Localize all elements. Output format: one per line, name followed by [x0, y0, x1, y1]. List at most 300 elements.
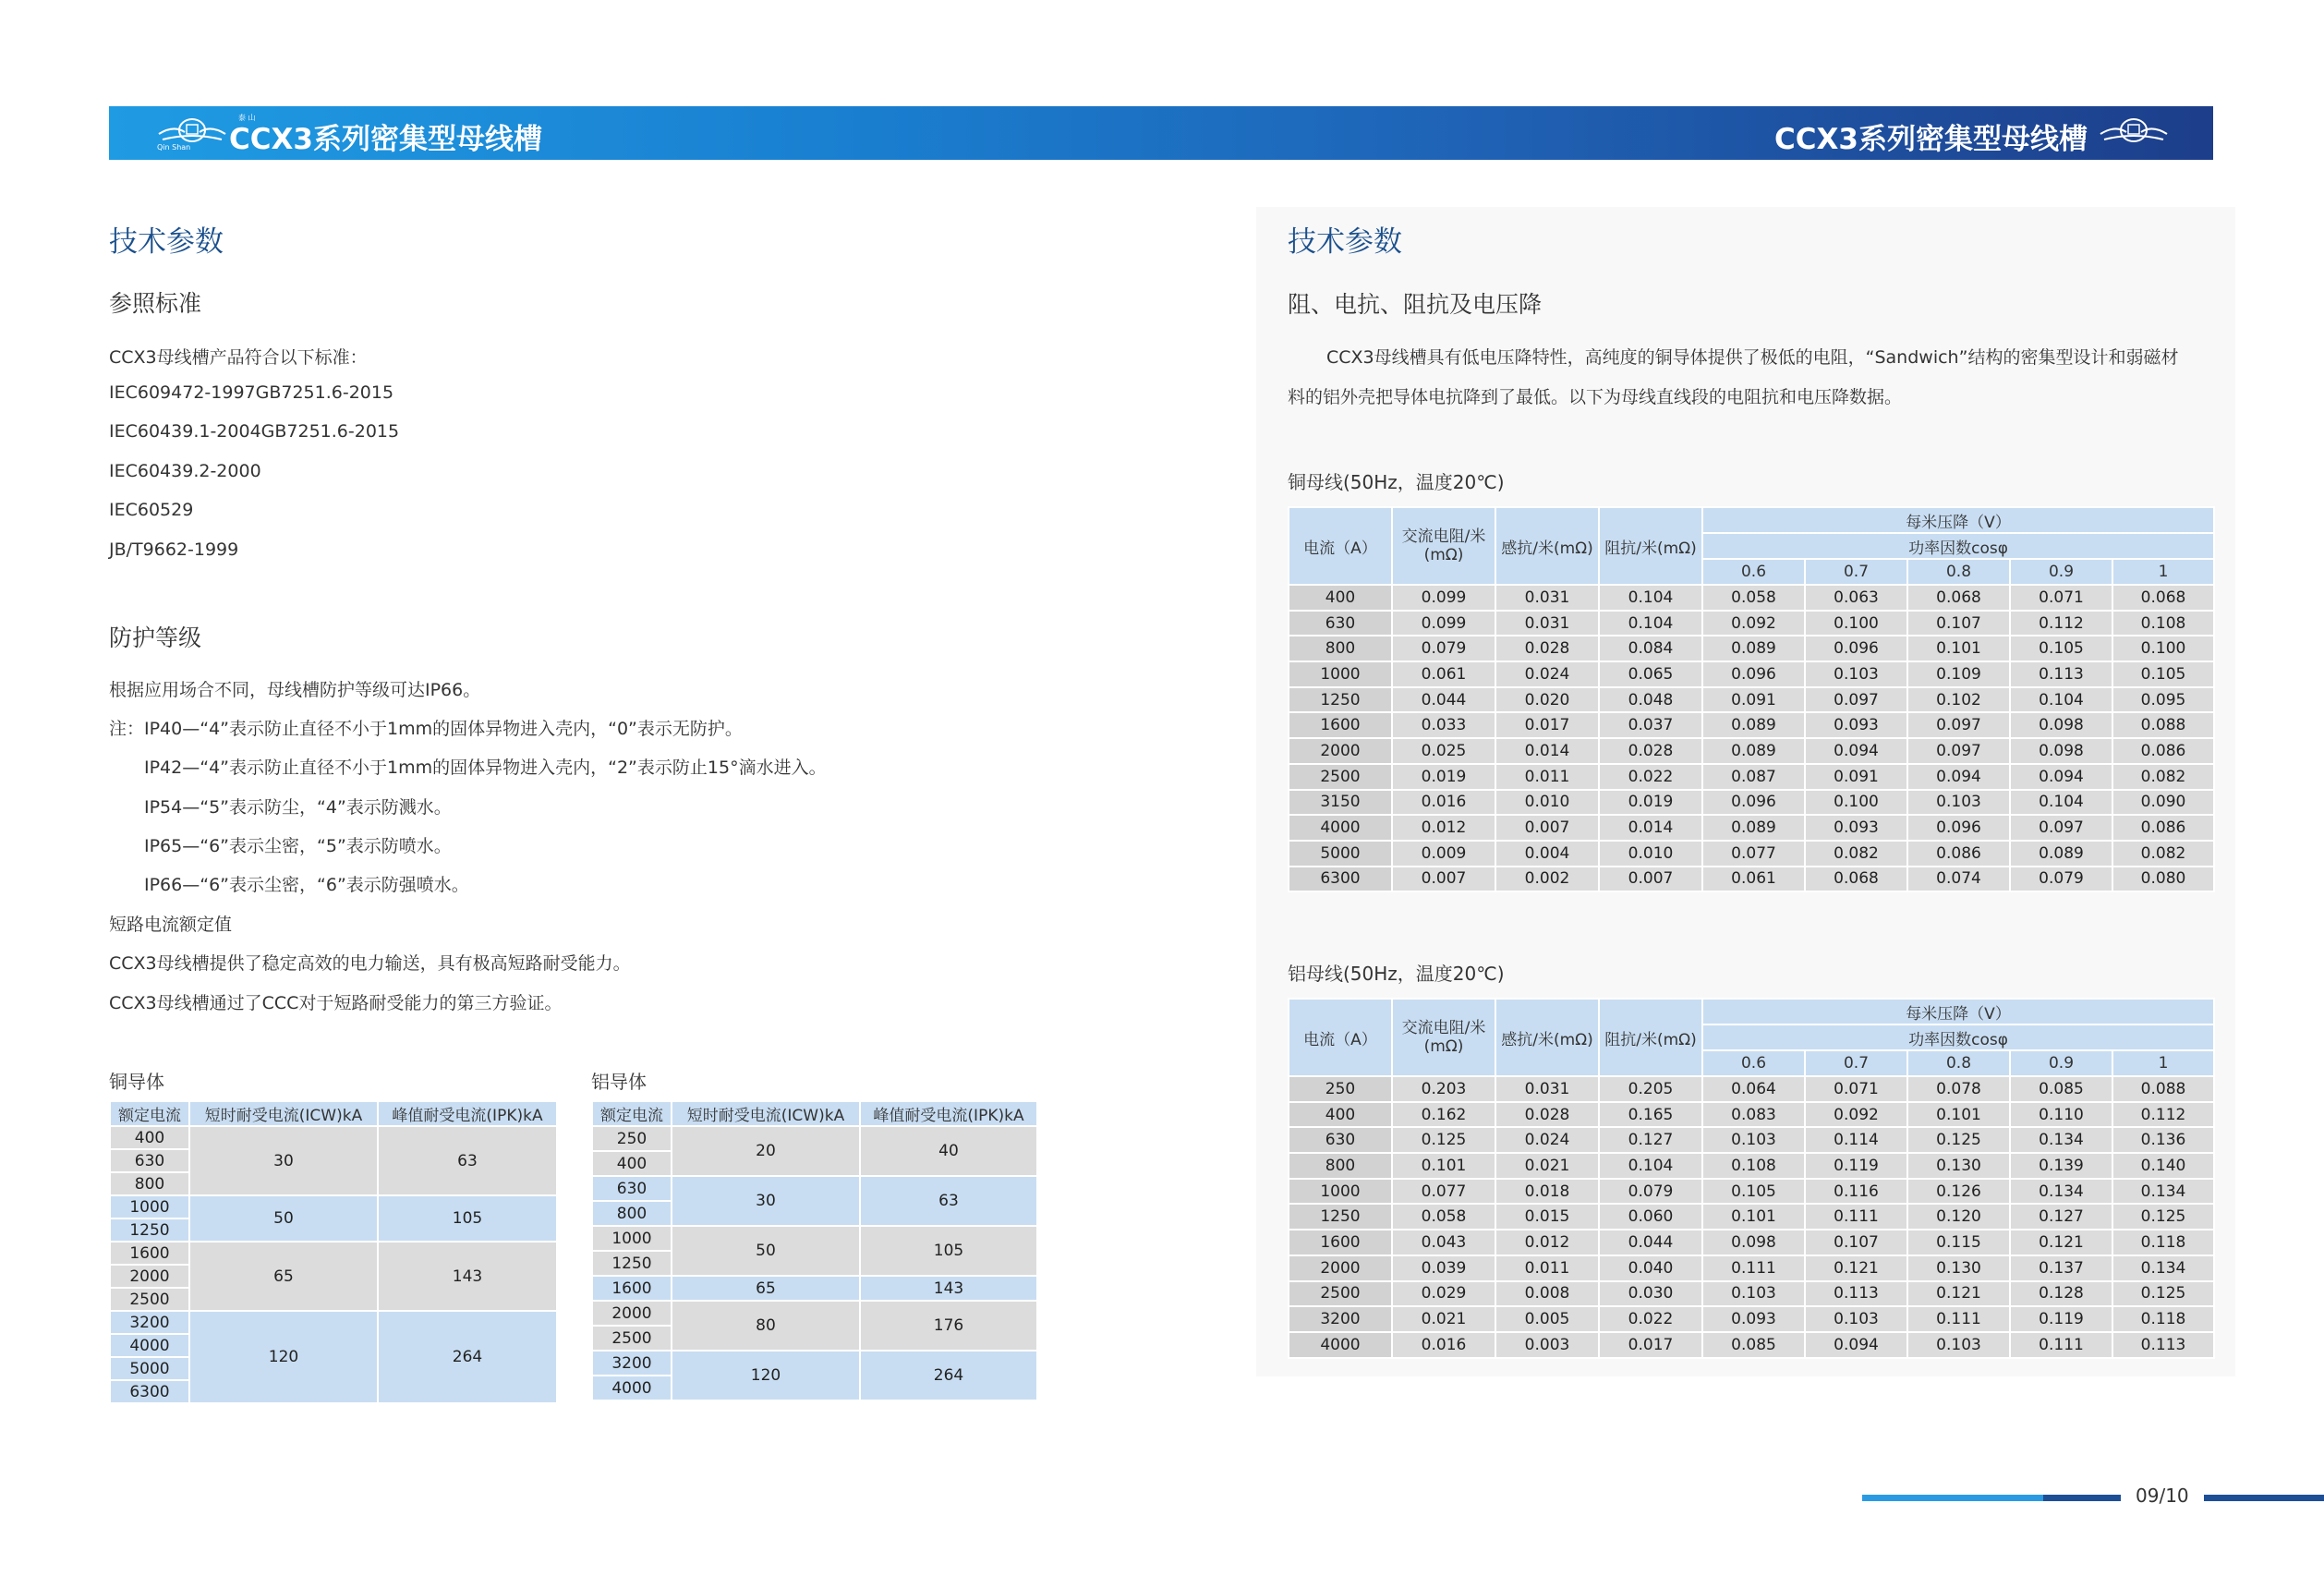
current-cell: 1250	[1289, 687, 1392, 713]
icw-cell: 30	[189, 1126, 378, 1195]
current-cell: 800	[1289, 636, 1392, 661]
copper-busbar-table	[1288, 506, 2215, 892]
value-cell: 0.130	[1907, 1153, 2010, 1179]
standards-line: IEC60439.2-2000	[109, 461, 261, 481]
current-cell: 1250	[1289, 1204, 1392, 1230]
value-cell: 0.111	[1805, 1204, 1907, 1230]
value-cell: 0.127	[2010, 1204, 2112, 1230]
value-cell: 0.014	[1495, 738, 1599, 764]
short-circuit-heading: 短路电流额定值	[109, 915, 233, 935]
value-cell: 0.043	[1392, 1230, 1495, 1255]
value-cell: 0.134	[2112, 1179, 2214, 1205]
value-cell: 0.008	[1495, 1281, 1599, 1307]
header-bar	[109, 106, 2213, 160]
pf-header: 0.6	[1702, 559, 1805, 585]
value-cell: 0.108	[1702, 1153, 1805, 1179]
current-cell: 1000	[1289, 661, 1392, 687]
value-cell: 0.074	[1907, 867, 2010, 892]
value-cell: 0.088	[2112, 712, 2214, 738]
rated-current-cell: 2000	[592, 1301, 672, 1326]
value-cell: 0.002	[1495, 867, 1599, 892]
value-cell: 0.071	[2010, 585, 2112, 611]
table-row	[1289, 1306, 2214, 1332]
footer-bar-light	[1862, 1495, 2043, 1501]
value-cell: 0.112	[2010, 611, 2112, 636]
value-cell: 0.103	[1702, 1127, 1805, 1153]
value-cell: 0.098	[2010, 712, 2112, 738]
table-row	[1289, 790, 2214, 816]
icw-cell: 120	[189, 1311, 378, 1403]
value-cell: 0.103	[1805, 661, 1907, 687]
current-cell: 6300	[1289, 867, 1392, 892]
rated-current-cell: 5000	[110, 1357, 189, 1380]
value-cell: 0.110	[2010, 1102, 2112, 1128]
value-cell: 0.103	[1702, 1281, 1805, 1307]
value-cell: 0.061	[1702, 867, 1805, 892]
value-cell: 0.118	[2112, 1306, 2214, 1332]
ipk-cell: 63	[378, 1126, 557, 1195]
value-cell: 0.093	[1805, 815, 1907, 841]
ipk-cell: 143	[378, 1242, 557, 1311]
value-cell: 0.094	[2010, 764, 2112, 790]
value-cell: 0.137	[2010, 1255, 2112, 1281]
value-cell: 0.063	[1805, 585, 1907, 611]
value-cell: 0.065	[1599, 661, 1702, 687]
rated-current-cell: 1250	[592, 1251, 672, 1276]
value-cell: 0.011	[1495, 1255, 1599, 1281]
value-cell: 0.024	[1495, 1127, 1599, 1153]
value-cell: 0.205	[1599, 1076, 1702, 1102]
value-cell: 0.090	[2112, 790, 2214, 816]
value-cell: 0.097	[2010, 815, 2112, 841]
value-cell: 0.080	[2112, 867, 2214, 892]
table-row	[1289, 687, 2214, 713]
value-cell: 0.103	[1805, 1306, 1907, 1332]
table-row	[1289, 815, 2214, 841]
value-cell: 0.084	[1599, 636, 1702, 661]
standards-line: IEC60439.1-2004GB7251.6-2015	[109, 421, 400, 442]
copper-conductor-table	[109, 1100, 558, 1404]
value-cell: 0.096	[1702, 790, 1805, 816]
table-row	[1289, 712, 2214, 738]
value-cell: 0.203	[1392, 1076, 1495, 1102]
power-factor-header: 功率因数cosφ	[1702, 1024, 2214, 1050]
column-header: 峰值耐受电流(IPK)kA	[378, 1101, 557, 1126]
value-cell: 0.104	[1599, 585, 1702, 611]
standards-line: CCX3母线槽产品符合以下标准：	[109, 347, 368, 368]
current-cell: 4000	[1289, 1332, 1392, 1358]
current-cell: 1000	[1289, 1179, 1392, 1205]
value-cell: 0.005	[1495, 1306, 1599, 1332]
current-cell: 3200	[1289, 1306, 1392, 1332]
standards-heading: 参照标准	[109, 290, 202, 317]
value-cell: 0.092	[1805, 1102, 1907, 1128]
value-cell: 0.028	[1495, 1102, 1599, 1128]
right-section-title: 技术参数	[1288, 225, 1402, 259]
protection-line: CCX3母线槽通过了CCC对于短路耐受能力的第三方验证。	[109, 993, 563, 1013]
aluminum-conductor-table	[591, 1100, 1038, 1401]
rated-current-cell: 800	[592, 1201, 672, 1226]
value-cell: 0.101	[1907, 1102, 2010, 1128]
value-cell: 0.028	[1599, 738, 1702, 764]
value-cell: 0.100	[1805, 611, 1907, 636]
value-cell: 0.125	[1392, 1127, 1495, 1153]
aluminum-busbar-table	[1288, 998, 2215, 1359]
value-cell: 0.017	[1599, 1332, 1702, 1358]
current-cell: 2000	[1289, 738, 1392, 764]
value-cell: 0.094	[1805, 1332, 1907, 1358]
value-cell: 0.120	[1907, 1204, 2010, 1230]
value-cell: 0.093	[1805, 712, 1907, 738]
value-cell: 0.096	[1702, 661, 1805, 687]
intro-paragraph-line-2: 料的铝外壳把导体电抗降到了最低。以下为母线直线段的电阻抗和电压降数据。	[1288, 387, 1903, 407]
value-cell: 0.130	[1907, 1255, 2010, 1281]
header-title-right: CCX3系列密集型母线槽	[1774, 123, 2088, 156]
value-cell: 0.079	[1392, 636, 1495, 661]
value-cell: 0.031	[1495, 611, 1599, 636]
value-cell: 0.101	[1392, 1153, 1495, 1179]
intro-paragraph-line-1: CCX3母线槽具有低电压降特性，高纯度的铜导体提供了极低的电阻，“Sandwich”结构的密集型设计和弱磁材	[1326, 347, 2179, 368]
pf-header: 0.8	[1907, 559, 2010, 585]
value-cell: 0.109	[1907, 661, 2010, 687]
value-cell: 0.118	[2112, 1230, 2214, 1255]
value-cell: 0.017	[1495, 712, 1599, 738]
value-cell: 0.012	[1495, 1230, 1599, 1255]
value-cell: 0.060	[1599, 1204, 1702, 1230]
icw-cell: 65	[189, 1242, 378, 1311]
value-cell: 0.019	[1599, 790, 1702, 816]
value-cell: 0.031	[1495, 1076, 1599, 1102]
aluminum-conductor-caption: 铝导体	[591, 1071, 647, 1093]
current-cell: 630	[1289, 611, 1392, 636]
table-row	[1289, 764, 2214, 790]
ipk-cell: 264	[378, 1311, 557, 1403]
current-header: 电流（A）	[1289, 999, 1392, 1076]
value-cell: 0.089	[1702, 636, 1805, 661]
value-cell: 0.003	[1495, 1332, 1599, 1358]
current-cell: 800	[1289, 1153, 1392, 1179]
impedance-header: 阻抗/米(mΩ)	[1599, 999, 1702, 1076]
value-cell: 0.040	[1599, 1255, 1702, 1281]
value-cell: 0.086	[2112, 815, 2214, 841]
value-cell: 0.165	[1599, 1102, 1702, 1128]
value-cell: 0.111	[1907, 1306, 2010, 1332]
value-cell: 0.094	[1907, 764, 2010, 790]
standards-line: JB/T9662-1999	[109, 539, 239, 560]
current-cell: 3150	[1289, 790, 1392, 816]
table-row	[1289, 1281, 2214, 1307]
value-cell: 0.107	[1907, 611, 2010, 636]
rated-current-cell: 800	[110, 1172, 189, 1195]
rated-current-cell: 6300	[110, 1380, 189, 1403]
value-cell: 0.121	[2010, 1230, 2112, 1255]
value-cell: 0.113	[1805, 1281, 1907, 1307]
rated-current-cell: 3200	[110, 1311, 189, 1334]
value-cell: 0.028	[1495, 636, 1599, 661]
aluminum-table-caption: 铝母线(50Hz，温度20℃)	[1288, 963, 1505, 985]
footer-bar-right	[2204, 1495, 2324, 1501]
standards-line: IEC60529	[109, 500, 194, 520]
footer-bar-dark	[2043, 1495, 2121, 1501]
protection-line: IP54—“5”表示防尘，“4”表示防溅水。	[144, 797, 452, 818]
ac-resistance-header: 交流电阻/米(mΩ)	[1392, 507, 1495, 585]
column-header: 短时耐受电流(ICW)kA	[672, 1101, 860, 1126]
icw-cell: 50	[189, 1195, 378, 1242]
copper-conductor-caption: 铜导体	[109, 1071, 164, 1093]
impedance-header: 阻抗/米(mΩ)	[1599, 507, 1702, 585]
value-cell: 0.019	[1392, 764, 1495, 790]
value-cell: 0.010	[1599, 841, 1702, 867]
value-cell: 0.096	[1907, 815, 2010, 841]
value-cell: 0.033	[1392, 712, 1495, 738]
page-number: 09/10	[2136, 1485, 2189, 1507]
current-cell: 400	[1289, 1102, 1392, 1128]
value-cell: 0.162	[1392, 1102, 1495, 1128]
value-cell: 0.113	[2112, 1332, 2214, 1358]
value-cell: 0.016	[1392, 790, 1495, 816]
value-cell: 0.111	[1702, 1255, 1805, 1281]
value-cell: 0.108	[2112, 611, 2214, 636]
table-row	[1289, 661, 2214, 687]
value-cell: 0.093	[1702, 1306, 1805, 1332]
value-cell: 0.061	[1392, 661, 1495, 687]
ac-resistance-header: 交流电阻/米(mΩ)	[1392, 999, 1495, 1076]
left-section-title: 技术参数	[109, 225, 224, 259]
value-cell: 0.105	[1702, 1179, 1805, 1205]
current-cell: 1600	[1289, 1230, 1392, 1255]
value-cell: 0.022	[1599, 764, 1702, 790]
value-cell: 0.077	[1392, 1179, 1495, 1205]
value-cell: 0.021	[1392, 1306, 1495, 1332]
value-cell: 0.097	[1805, 687, 1907, 713]
reactance-header: 感抗/米(mΩ)	[1495, 999, 1599, 1076]
value-cell: 0.105	[2010, 636, 2112, 661]
value-cell: 0.111	[2010, 1332, 2112, 1358]
copper-table-body	[1289, 585, 2214, 891]
value-cell: 0.116	[1805, 1179, 1907, 1205]
value-cell: 0.085	[1702, 1332, 1805, 1358]
value-cell: 0.048	[1599, 687, 1702, 713]
value-cell: 0.101	[1702, 1204, 1805, 1230]
power-factor-header: 功率因数cosφ	[1702, 533, 2214, 559]
logo-text-top: 泰 山	[238, 114, 256, 122]
table-row	[1289, 1230, 2214, 1255]
header-title-left: CCX3系列密集型母线槽	[229, 123, 542, 156]
pf-header: 0.9	[2010, 559, 2112, 585]
value-cell: 0.099	[1392, 611, 1495, 636]
value-cell: 0.101	[1907, 636, 2010, 661]
protection-heading: 防护等级	[109, 624, 202, 651]
value-cell: 0.096	[1805, 636, 1907, 661]
value-cell: 0.031	[1495, 585, 1599, 611]
ipk-cell: 105	[378, 1195, 557, 1242]
value-cell: 0.097	[1907, 738, 2010, 764]
value-cell: 0.134	[2010, 1127, 2112, 1153]
icw-cell: 120	[672, 1351, 860, 1400]
table-row	[1289, 1127, 2214, 1153]
current-cell: 1600	[1289, 712, 1392, 738]
value-cell: 0.021	[1495, 1153, 1599, 1179]
value-cell: 0.058	[1702, 585, 1805, 611]
icw-cell: 50	[672, 1226, 860, 1276]
value-cell: 0.068	[1805, 867, 1907, 892]
value-cell: 0.119	[2010, 1306, 2112, 1332]
value-cell: 0.125	[2112, 1281, 2214, 1307]
current-cell: 4000	[1289, 815, 1392, 841]
value-cell: 0.039	[1392, 1255, 1495, 1281]
value-cell: 0.064	[1702, 1076, 1805, 1102]
table-row	[1289, 1255, 2214, 1281]
current-cell: 5000	[1289, 841, 1392, 867]
value-cell: 0.125	[1907, 1127, 2010, 1153]
protection-line: 根据应用场合不同，母线槽防护等级可达IP66。	[109, 680, 481, 700]
pf-header: 0.6	[1702, 1050, 1805, 1076]
current-cell: 2500	[1289, 1281, 1392, 1307]
column-header: 额定电流	[592, 1101, 672, 1126]
value-cell: 0.083	[1702, 1102, 1805, 1128]
value-cell: 0.087	[1702, 764, 1805, 790]
value-cell: 0.044	[1599, 1230, 1702, 1255]
rated-current-cell: 1000	[110, 1195, 189, 1218]
current-cell: 250	[1289, 1076, 1392, 1102]
value-cell: 0.010	[1495, 790, 1599, 816]
rated-current-cell: 630	[110, 1149, 189, 1172]
protection-line: IP42—“4”表示防止直径不小于1mm的固体异物进入壳内，“2”表示防止15°滴水进入。	[144, 758, 827, 778]
table-row	[1289, 1102, 2214, 1128]
value-cell: 0.014	[1599, 815, 1702, 841]
value-cell: 0.089	[1702, 815, 1805, 841]
value-cell: 0.139	[2010, 1153, 2112, 1179]
protection-line: CCX3母线槽提供了稳定高效的电力输送，具有极高短路耐受能力。	[109, 953, 631, 974]
icw-cell: 65	[672, 1276, 860, 1301]
value-cell: 0.113	[2010, 661, 2112, 687]
rated-current-cell: 1600	[592, 1276, 672, 1301]
value-cell: 0.086	[2112, 738, 2214, 764]
company-logo-icon-right	[2095, 112, 2173, 154]
pf-header: 1	[2112, 1050, 2214, 1076]
value-cell: 0.085	[2010, 1076, 2112, 1102]
value-cell: 0.068	[2112, 585, 2214, 611]
value-cell: 0.089	[1702, 712, 1805, 738]
value-cell: 0.107	[1805, 1230, 1907, 1255]
value-cell: 0.024	[1495, 661, 1599, 687]
protection-line: IP66—“6”表示尘密，“6”表示防强喷水。	[144, 875, 469, 895]
value-cell: 0.004	[1495, 841, 1599, 867]
pf-header: 0.8	[1907, 1050, 2010, 1076]
rated-current-cell: 4000	[110, 1334, 189, 1357]
rated-current-cell: 1000	[592, 1226, 672, 1251]
current-cell: 630	[1289, 1127, 1392, 1153]
value-cell: 0.098	[1702, 1230, 1805, 1255]
rated-current-cell: 3200	[592, 1351, 672, 1376]
value-cell: 0.121	[1907, 1281, 2010, 1307]
impedance-subheading: 阻、电抗、阻抗及电压降	[1288, 291, 1543, 318]
value-cell: 0.037	[1599, 712, 1702, 738]
pf-header: 0.7	[1805, 1050, 1907, 1076]
value-cell: 0.127	[1599, 1127, 1702, 1153]
value-cell: 0.097	[1907, 712, 2010, 738]
value-cell: 0.103	[1907, 790, 2010, 816]
table-row	[1289, 1204, 2214, 1230]
value-cell: 0.007	[1495, 815, 1599, 841]
value-cell: 0.089	[1702, 738, 1805, 764]
value-cell: 0.012	[1392, 815, 1495, 841]
value-cell: 0.119	[1805, 1153, 1907, 1179]
value-cell: 0.029	[1392, 1281, 1495, 1307]
value-cell: 0.077	[1702, 841, 1805, 867]
value-cell: 0.125	[2112, 1204, 2214, 1230]
value-cell: 0.121	[1805, 1255, 1907, 1281]
table-row	[1289, 611, 2214, 636]
value-cell: 0.022	[1599, 1306, 1702, 1332]
value-cell: 0.102	[1907, 687, 2010, 713]
table-row	[1289, 1332, 2214, 1358]
value-cell: 0.088	[2112, 1076, 2214, 1102]
icw-cell: 80	[672, 1301, 860, 1351]
table-row	[1289, 1153, 2214, 1179]
value-cell: 0.105	[2112, 661, 2214, 687]
value-cell: 0.091	[1702, 687, 1805, 713]
value-cell: 0.100	[1805, 790, 1907, 816]
value-cell: 0.104	[1599, 1153, 1702, 1179]
value-cell: 0.082	[2112, 841, 2214, 867]
rated-current-cell: 250	[592, 1126, 672, 1151]
value-cell: 0.114	[1805, 1127, 1907, 1153]
rated-current-cell: 4000	[592, 1376, 672, 1400]
value-cell: 0.078	[1907, 1076, 2010, 1102]
value-cell: 0.015	[1495, 1204, 1599, 1230]
value-cell: 0.025	[1392, 738, 1495, 764]
value-cell: 0.082	[1805, 841, 1907, 867]
aluminum-table-body	[1289, 1076, 2214, 1358]
rated-current-cell: 2500	[592, 1326, 672, 1351]
pf-header: 0.9	[2010, 1050, 2112, 1076]
column-header: 短时耐受电流(ICW)kA	[189, 1101, 378, 1126]
value-cell: 0.018	[1495, 1179, 1599, 1205]
ipk-cell: 143	[860, 1276, 1037, 1301]
rated-current-cell: 630	[592, 1176, 672, 1201]
table-row	[1289, 1076, 2214, 1102]
value-cell: 0.071	[1805, 1076, 1907, 1102]
value-cell: 0.020	[1495, 687, 1599, 713]
value-cell: 0.089	[2010, 841, 2112, 867]
current-header: 电流（A）	[1289, 507, 1392, 585]
ipk-cell: 63	[860, 1176, 1037, 1226]
value-cell: 0.126	[1907, 1179, 2010, 1205]
current-cell: 2000	[1289, 1255, 1392, 1281]
value-cell: 0.134	[2010, 1179, 2112, 1205]
value-cell: 0.134	[2112, 1255, 2214, 1281]
rated-current-cell: 400	[110, 1126, 189, 1149]
icw-cell: 30	[672, 1176, 860, 1226]
value-cell: 0.092	[1702, 611, 1805, 636]
value-cell: 0.094	[1805, 738, 1907, 764]
value-cell: 0.100	[2112, 636, 2214, 661]
logo-text-bottom: Qin Shan	[157, 143, 191, 152]
value-cell: 0.104	[1599, 611, 1702, 636]
value-cell: 0.082	[2112, 764, 2214, 790]
table-row	[1289, 585, 2214, 611]
voltage-drop-header: 每米压降（V）	[1702, 507, 2214, 533]
value-cell: 0.099	[1392, 585, 1495, 611]
value-cell: 0.086	[1907, 841, 2010, 867]
rated-current-cell: 1250	[110, 1218, 189, 1242]
value-cell: 0.044	[1392, 687, 1495, 713]
rated-current-cell: 2500	[110, 1288, 189, 1311]
value-cell: 0.091	[1805, 764, 1907, 790]
value-cell: 0.136	[2112, 1127, 2214, 1153]
voltage-drop-header: 每米压降（V）	[1702, 999, 2214, 1024]
